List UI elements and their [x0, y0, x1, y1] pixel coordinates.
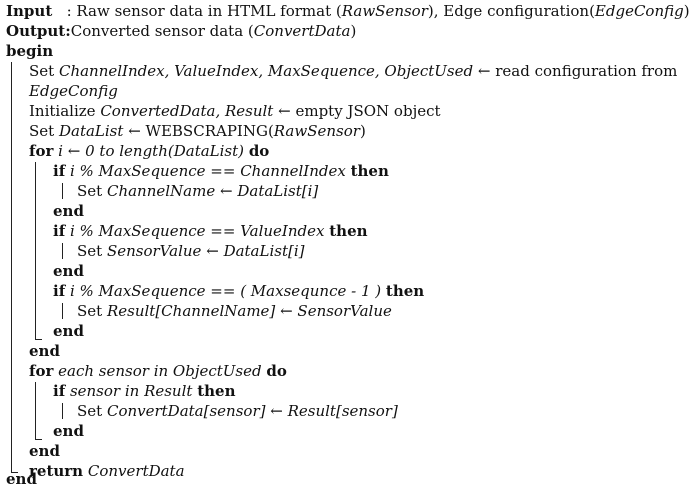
assign-arrow: ←: [128, 122, 141, 140]
block-bar-for1: [35, 162, 36, 340]
for1-range: 0 to length(: [85, 142, 174, 160]
init-text: empty JSON object: [295, 102, 441, 120]
return-line: [29, 461, 185, 481]
return-value: ConvertData: [87, 462, 185, 480]
then-keyword: then: [385, 282, 425, 300]
if2-cond: i % MaxSequence ==: [69, 222, 236, 240]
if2-line: [53, 221, 368, 241]
if4-body: [77, 401, 398, 421]
output-line: [6, 21, 356, 41]
if2-end: end: [53, 262, 84, 280]
input-line: [6, 1, 690, 21]
final-end: end: [6, 470, 37, 488]
assign-arrow: ←: [280, 302, 293, 320]
init-keyword: Initialize: [29, 102, 96, 120]
input-text: Raw sensor data in HTML format (: [76, 2, 342, 20]
input-colon: :: [66, 2, 72, 20]
assign-arrow: ←: [278, 102, 291, 120]
close-paren: ): [359, 122, 366, 140]
for-keyword: for: [29, 362, 54, 380]
datalist-arg: RawSensor: [273, 122, 360, 140]
then-keyword: then: [350, 162, 389, 180]
do-keyword: do: [266, 362, 287, 380]
initialize-line: [29, 101, 441, 121]
for-keyword: for: [29, 142, 54, 160]
input-keyword: Input: [6, 2, 53, 20]
assign-arrow: ←: [270, 402, 283, 420]
if-keyword: if: [53, 162, 66, 180]
block-bar-if3: [62, 303, 63, 319]
block-tick-for2: [35, 439, 42, 440]
set-keyword: Set: [77, 402, 103, 420]
block-bar-if1: [62, 183, 63, 199]
result-channel-var: Result[ChannelName]: [106, 302, 276, 320]
if2-body: [77, 241, 305, 261]
if1-end: end: [53, 202, 84, 220]
for1-line: [29, 141, 269, 161]
init-vars: ConvertedData, Result: [100, 102, 274, 120]
set-keyword: Set: [77, 182, 103, 200]
assign-arrow: ←: [206, 242, 219, 260]
sensor-value-var: SensorValue: [106, 242, 202, 260]
block-bar-for2: [35, 382, 36, 440]
for1-end: end: [29, 342, 60, 360]
set-edge-config: EdgeConfig: [29, 82, 118, 100]
for1-list: DataList: [173, 142, 239, 160]
output-convert-data: ConvertData: [253, 22, 351, 40]
then-keyword: then: [329, 222, 368, 240]
channel-name-var: ChannelName: [106, 182, 216, 200]
datalist-index: DataList[i]: [223, 242, 305, 260]
output-keyword: Output:: [6, 22, 71, 40]
convert-data-var: ConvertData[sensor]: [106, 402, 266, 420]
return-keyword: return: [29, 462, 84, 480]
set-keyword: Set: [29, 122, 55, 140]
for2-line: [29, 361, 287, 381]
result-sensor: Result[sensor]: [287, 402, 398, 420]
sensor-value: SensorValue: [297, 302, 392, 320]
for2-end: end: [29, 442, 60, 460]
if4-end: end: [53, 422, 84, 440]
input-raw-sensor: RawSensor: [341, 2, 428, 20]
set-read-text: read configuration from: [495, 62, 678, 80]
set-keyword: Set: [77, 302, 103, 320]
assign-arrow: ←: [477, 62, 491, 80]
set-config-line: [29, 61, 677, 81]
if4-line: [53, 381, 236, 401]
datalist-line: [29, 121, 366, 141]
if3-line: [53, 281, 424, 301]
output-text-2: ): [350, 22, 357, 40]
set-keyword: Set: [29, 62, 55, 80]
do-keyword: do: [248, 142, 270, 160]
if1-cond-b: ChannelIndex: [240, 162, 346, 180]
if1-line: [53, 161, 389, 181]
assign-arrow: ←: [67, 142, 81, 160]
if3-end: end: [53, 322, 84, 340]
if-keyword: if: [53, 282, 66, 300]
if4-cond: sensor in Result: [69, 382, 193, 400]
block-tick-for1: [35, 339, 42, 340]
set-vars: ChannelIndex, ValueIndex, MaxSequence, ObjectUsed: [58, 62, 474, 80]
close-paren: ): [238, 142, 245, 160]
webscraping-fn: WEBSCRAPING(: [145, 122, 274, 140]
block-bar-main: [11, 62, 12, 473]
for2-cond: each sensor in ObjectUsed: [58, 362, 262, 380]
input-text-3: ): [683, 2, 690, 20]
if-keyword: if: [53, 222, 66, 240]
if1-body: [77, 181, 318, 201]
if3-body: [77, 301, 392, 321]
set-keyword: Set: [77, 242, 103, 260]
if3-cond: i % MaxSequence == ( Maxsequnce - 1 ): [69, 282, 382, 300]
block-bar-if4: [62, 403, 63, 419]
block-bar-if2: [62, 243, 63, 259]
begin-keyword: begin: [6, 42, 54, 60]
assign-arrow: ←: [220, 182, 233, 200]
if1-cond: i % MaxSequence ==: [69, 162, 236, 180]
input-text-2: ), Edge configuration(: [427, 2, 595, 20]
if2-cond-b: ValueIndex: [240, 222, 325, 240]
output-text: Converted sensor data (: [70, 22, 254, 40]
datalist-index: DataList[i]: [237, 182, 319, 200]
if-keyword: if: [53, 382, 66, 400]
loop-var: i: [58, 142, 63, 160]
input-edge-config: EdgeConfig: [594, 2, 684, 20]
datalist-var: DataList: [58, 122, 124, 140]
then-keyword: then: [197, 382, 236, 400]
